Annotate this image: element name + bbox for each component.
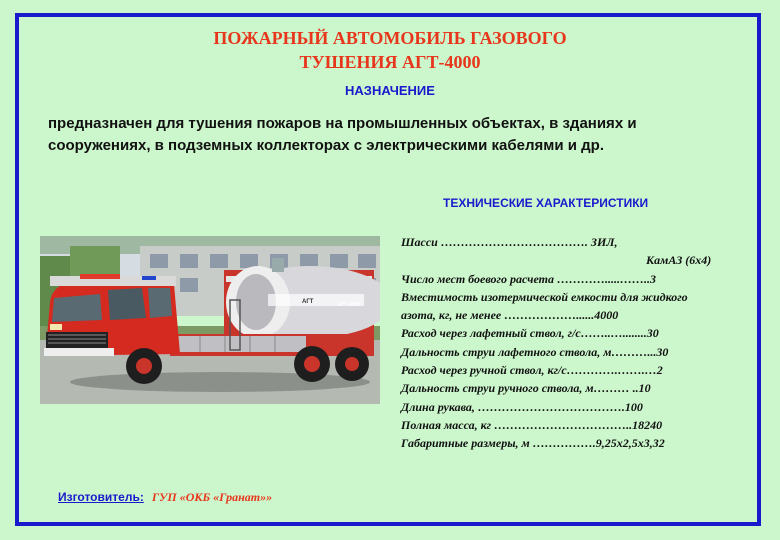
spec-chassis-alt: КамАЗ (6х4): [646, 253, 712, 268]
specs-list: [401, 233, 761, 453]
purpose-text: предназначен для тушения пожаров на промышленных объектах, в зданиях и сооружениях, в подземных коллекторах с электрическими кабелями и др.: [48, 115, 637, 154]
title-line-1: ПОЖАРНЫЙ АВТОМОБИЛЬ ГАЗОВОГО: [213, 28, 567, 48]
spec-monitor-range: Дальность струи лафетного ствола, м………...30: [401, 344, 669, 359]
spec-hand-flow: Расход через ручной ствол, кг/с………….…….…2: [401, 363, 663, 378]
tank-label: АГТ: [302, 299, 314, 305]
spec-total-mass: Полная масса, кг ……………………………..18240: [401, 417, 663, 432]
spec-chassis: Шасси ………………………………. ЗИЛ,: [401, 235, 618, 249]
spec-monitor-flow: Расход через лафетный ствол, г/с……..…........30: [401, 326, 659, 341]
manufacturer: [58, 490, 272, 505]
spec-dimensions: Габаритные размеры, м …………….9,25х2,5х3,32: [401, 436, 665, 451]
purpose-heading: НАЗНАЧЕНИЕ: [345, 83, 435, 98]
spec-crew: Число мест боевого расчета ………….....……..3: [401, 271, 656, 286]
spec-hose-length: Длина рукава, ……………………………….100: [401, 399, 643, 414]
specs-heading: ТЕХНИЧЕСКИЕ ХАРАКТЕРИСТИКИ: [443, 196, 649, 210]
title-line-2: ТУШЕНИЯ АГТ-4000: [299, 52, 481, 72]
manufacturer-label: Изготовитель:: [58, 490, 144, 504]
spec-hand-range: Дальность струи ручного ствола, м……… ..10: [401, 381, 651, 396]
spec-capacity-cont: азота, кг, не менее ………………......4000: [401, 308, 619, 323]
fire-truck-photo: [40, 236, 380, 404]
side-label: АГТ-4000: [338, 302, 361, 308]
spec-capacity: Вместимость изотермической емкости для жидкого: [401, 289, 688, 304]
page-title: [0, 26, 780, 74]
manufacturer-value: ГУП «ОКБ «Гранат»»: [151, 490, 273, 504]
